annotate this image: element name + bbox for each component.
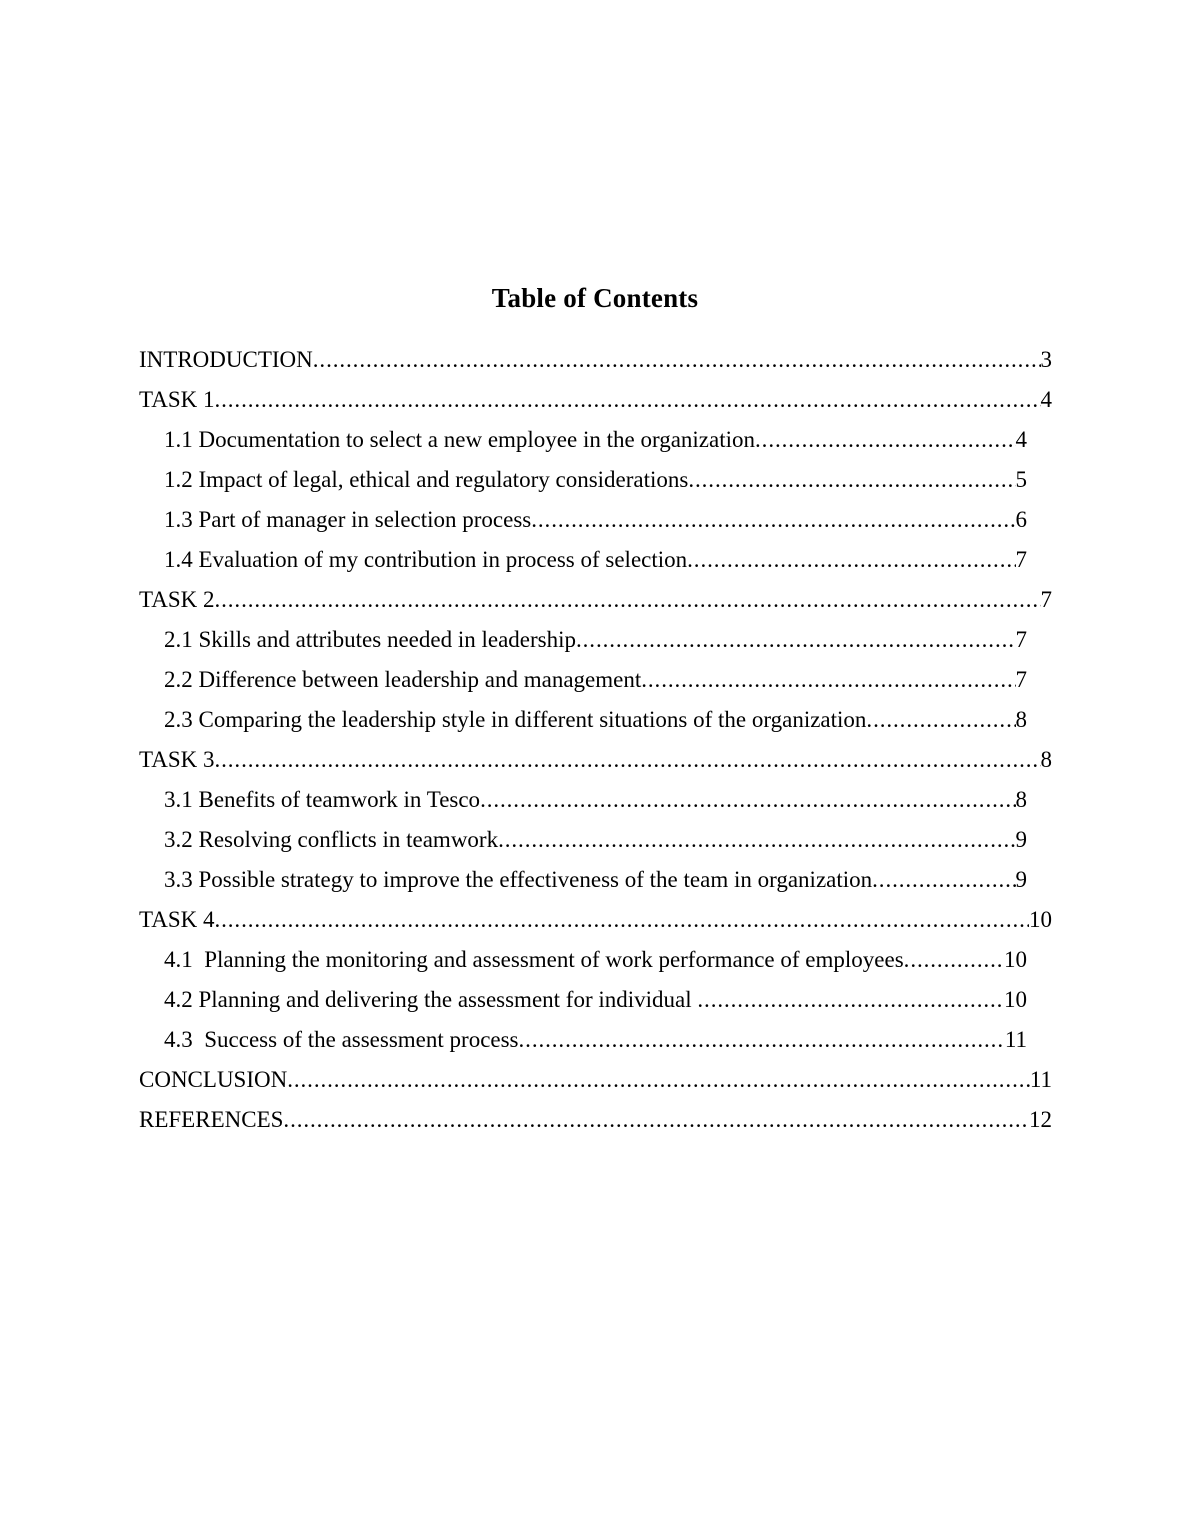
toc-entry-page-number: 8 [1015,707,1027,732]
toc-dot-leader [214,588,1040,611]
toc-entry-page-number: 9 [1015,827,1027,852]
toc-entry-label: 2.1 Skills and attributes needed in leadership [164,627,576,652]
toc-entry[interactable] [0,1060,1190,1100]
toc-dot-leader [687,548,1015,571]
toc-entry[interactable] [0,1100,1190,1140]
toc-entry-label: 2.3 Comparing the leadership style in different situations of the organization [164,707,867,732]
toc-entry[interactable] [0,340,1190,380]
toc-entry-label: 1.3 Part of manager in selection process [164,507,532,532]
toc-entry-page-number: 5 [1015,467,1027,492]
toc-dot-leader [688,468,1015,491]
toc-dot-leader [576,628,1016,651]
toc-entry-page-number: 4 [1040,387,1052,412]
toc-dot-leader [531,508,1015,531]
toc-dot-leader [641,668,1015,691]
toc-entry-label: TASK 2 [139,587,215,612]
toc-entry-label: TASK 4 [139,907,215,932]
toc-entry-label: TASK 3 [139,747,215,772]
toc-entry-label: TASK 1 [139,387,215,412]
toc-entry-page-number: 10 [1029,907,1052,932]
toc-dot-leader [519,1028,1005,1051]
toc-entry-label: REFERENCES [139,1107,284,1132]
toc-entry[interactable] [0,780,1190,820]
toc-entry[interactable] [0,940,1190,980]
toc-dot-leader [283,1108,1029,1131]
toc-entry-page-number: 7 [1015,667,1027,692]
toc-dot-leader [904,948,1004,971]
toc-dot-leader [480,788,1015,811]
toc-entry-page-number: 7 [1015,627,1027,652]
toc-dot-leader [214,748,1040,771]
toc-entry-page-number: 6 [1015,507,1027,532]
toc-entry-page-number: 4 [1015,427,1027,452]
toc-dot-leader [287,1068,1030,1091]
toc-entry[interactable] [0,700,1190,740]
toc-dot-leader [498,828,1015,851]
toc-entry-page-number: 8 [1040,747,1052,772]
toc-entry-label: 3.3 Possible strategy to improve the effectiveness of the team in organization [164,867,873,892]
toc-entry-page-number: 7 [1040,587,1052,612]
toc-entry-label: 1.2 Impact of legal, ethical and regulatory considerations [164,467,689,492]
toc-entry[interactable] [0,900,1190,940]
toc-entry[interactable] [0,620,1190,660]
toc-dot-leader [697,988,1004,1011]
toc-entry-page-number: 3 [1040,347,1052,372]
toc-dot-leader [755,428,1015,451]
toc-entry-page-number: 12 [1029,1107,1052,1132]
toc-entry-label: 3.1 Benefits of teamwork in Tesco [164,787,481,812]
toc-dot-leader [313,348,1041,371]
toc-entry-label: 4.1 Planning the monitoring and assessment of work performance of employees [164,947,904,972]
toc-entry-label: 1.4 Evaluation of my contribution in process of selection [164,547,688,572]
toc-entry-page-number: 10 [1004,947,1027,972]
toc-dot-leader [214,908,1029,931]
toc-entry[interactable] [0,500,1190,540]
toc-entry[interactable] [0,980,1190,1020]
toc-dot-leader [872,868,1015,891]
toc-entry[interactable] [0,540,1190,580]
toc-entry[interactable] [0,820,1190,860]
toc-entry-page-number: 11 [1029,1067,1052,1092]
toc-entry-label: 1.1 Documentation to select a new employee in the organization [164,427,756,452]
toc-entry-page-number: 7 [1015,547,1027,572]
toc-entry-page-number: 8 [1015,787,1027,812]
toc-entry[interactable] [0,460,1190,500]
toc-dot-leader [214,388,1040,411]
toc-entry[interactable] [0,580,1190,620]
toc-entry-label: 3.2 Resolving conflicts in teamwork [164,827,499,852]
page-title: Table of Contents [491,283,699,313]
toc-entry[interactable] [0,1020,1190,1060]
toc-dot-leader [866,708,1015,731]
toc-entry-label: 4.3 Success of the assessment process [164,1027,519,1052]
toc-entry-label: 2.2 Difference between leadership and management [164,667,642,692]
toc-entry-page-number: 10 [1004,987,1027,1012]
toc-entry-page-number: 11 [1004,1027,1027,1052]
toc-entry[interactable] [0,740,1190,780]
toc-entry-label: 4.2 Planning and delivering the assessment for individual [164,987,698,1012]
toc-entry[interactable] [0,860,1190,900]
toc-entry[interactable] [0,380,1190,420]
toc-entry-label: CONCLUSION [139,1067,288,1092]
toc-entry-label: INTRODUCTION [139,347,313,372]
toc-entry-page-number: 9 [1015,867,1027,892]
toc-entry[interactable] [0,420,1190,460]
toc-entry[interactable] [0,660,1190,700]
table-of-contents-list [0,340,1190,1140]
